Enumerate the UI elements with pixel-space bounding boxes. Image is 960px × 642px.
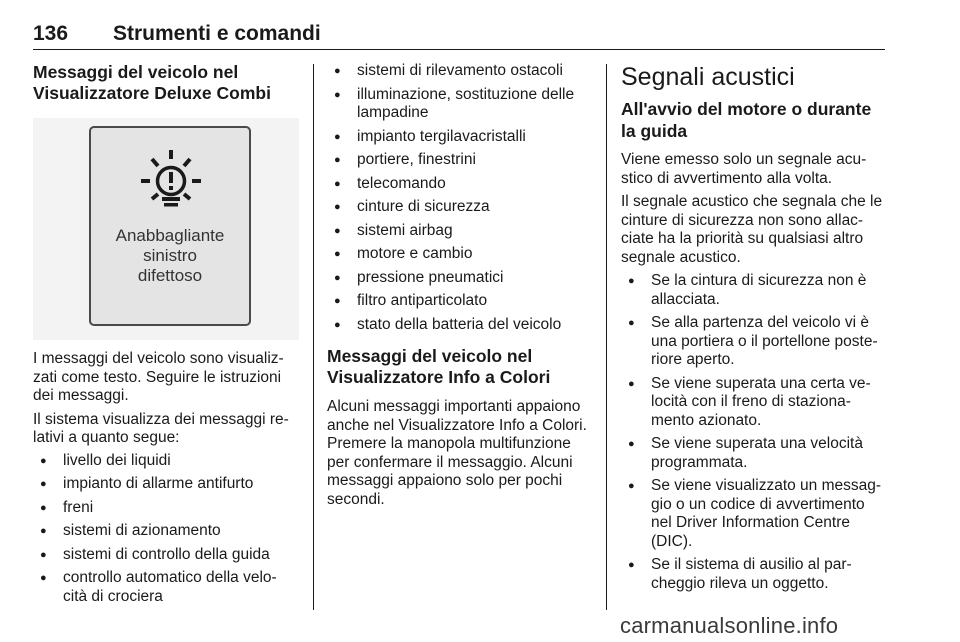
list-item: ● stato della batteria del veicolo bbox=[327, 316, 593, 335]
section-title-segnali-acustici: Segnali acustici bbox=[621, 63, 795, 91]
list-item: ● cinture di sicurezza bbox=[327, 198, 593, 217]
list-item: ● livello dei liquidi bbox=[33, 452, 299, 471]
list-item: ● Se alla partenza del veicolo vi è una portiera o il portellone poste-riore aperto. bbox=[621, 314, 889, 370]
paragraph: Alcuni messaggi importanti appaiono anche nel Visualizzatore Info a Colori. Premere la manopola multifunzione per confermare il messaggio. Alcuni messaggi appaiono solo per pochi secondi. bbox=[327, 398, 587, 508]
list-item: ● Se viene superata una certa ve-locità con il freno di staziona-mento azionato. bbox=[621, 375, 889, 431]
list-item: ● impianto di allarme antifurto bbox=[33, 475, 299, 494]
bullet-list bbox=[33, 452, 299, 607]
bullet-list bbox=[621, 272, 889, 593]
display-illustration bbox=[33, 118, 299, 340]
list-item: ● sistemi airbag bbox=[327, 222, 593, 241]
display-line: sinistro bbox=[143, 246, 197, 265]
list-item: ● filtro antiparticolato bbox=[327, 292, 593, 311]
list-item: ● controllo automatico della velo-cità di crociera bbox=[33, 569, 299, 606]
exterior-light-fault-icon bbox=[138, 146, 204, 212]
list-item: ● portiere, finestrini bbox=[327, 151, 593, 170]
list-item: ● Se la cintura di sicurezza non è allacciata. bbox=[621, 272, 889, 309]
column-divider bbox=[606, 64, 607, 610]
header-divider bbox=[33, 49, 885, 50]
page-number: 136 bbox=[33, 22, 69, 45]
display-line: difettoso bbox=[137, 266, 203, 285]
display-screen bbox=[89, 126, 251, 326]
paragraph: I messaggi del veicolo sono visualiz-zati come testo. Seguire le istruzioni dei messaggi. bbox=[33, 350, 284, 404]
list-item: ● sistemi di controllo della guida bbox=[33, 546, 299, 565]
list-item: ● illuminazione, sostituzione delle lampadine bbox=[327, 86, 593, 123]
paragraph: Il sistema visualizza dei messaggi re-lativi a quanto segue: bbox=[33, 410, 289, 446]
paragraph: Viene emesso solo un segnale acu-stico di avvertimento alla volta. bbox=[621, 151, 867, 187]
column-left bbox=[33, 62, 299, 606]
display-message bbox=[91, 226, 249, 286]
list-item: ● motore e cambio bbox=[327, 245, 593, 264]
page-header bbox=[33, 22, 885, 50]
list-item: ● pressione pneumatici bbox=[327, 269, 593, 288]
list-item: ● impianto tergilavacristalli bbox=[327, 128, 593, 147]
subsection-heading: All'avvio del motore o durante la guida bbox=[621, 99, 872, 141]
display-line: Anabbagliante bbox=[115, 226, 225, 245]
section-heading-info-colori: Messaggi del veicolo nel Visualizzatore Info a Colori bbox=[327, 346, 551, 387]
list-item: ● Se il sistema di ausilio al par-cheggio rileva un oggetto. bbox=[621, 556, 889, 593]
column-middle bbox=[327, 62, 593, 509]
watermark: carmanualsonline.info bbox=[620, 613, 839, 638]
column-divider bbox=[313, 64, 314, 610]
list-item: ● Se viene visualizzato un messag-gio o un codice di avvertimento nel Driver Information Centre (DIC). bbox=[621, 477, 889, 551]
bullet-list bbox=[327, 62, 593, 334]
list-item: ● sistemi di rilevamento ostacoli bbox=[327, 62, 593, 81]
list-item: ● Se viene superata una velocità programmata. bbox=[621, 435, 889, 472]
list-item: ● freni bbox=[33, 499, 299, 518]
list-item: ● sistemi di azionamento bbox=[33, 522, 299, 541]
section-heading-deluxe-combi: Messaggi del veicolo nel Visualizzatore Deluxe Combi bbox=[33, 62, 271, 103]
page-title: Strumenti e comandi bbox=[113, 22, 321, 45]
paragraph: Il segnale acustico che segnala che le cinture di sicurezza non sono allac-ciate ha la priorità su qualsiasi altro segnale acustico. bbox=[621, 193, 883, 266]
list-item: ● telecomando bbox=[327, 175, 593, 194]
column-right bbox=[621, 62, 889, 593]
